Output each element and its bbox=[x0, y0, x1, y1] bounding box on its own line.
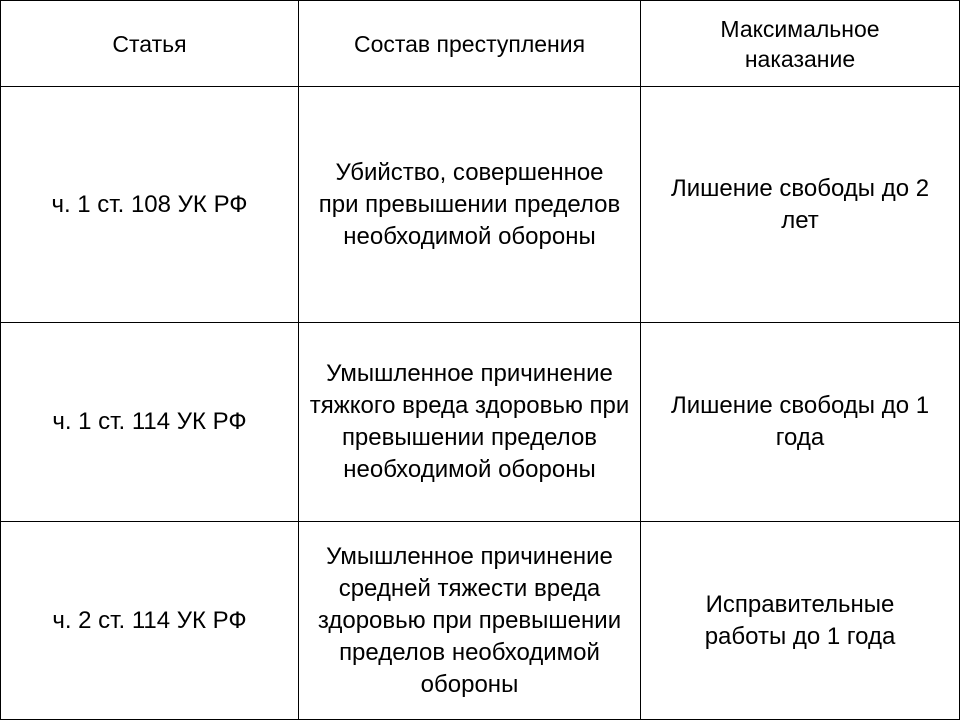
penalty-cell bbox=[641, 87, 960, 323]
header-max-penalty bbox=[641, 1, 960, 87]
offense-text: Умышленное причинение тяжкого вреда здоровью при превышении пределов необходимой обороны bbox=[309, 360, 630, 483]
header-max-penalty-label: Максимальное наказание bbox=[720, 15, 880, 72]
table-row bbox=[1, 522, 960, 720]
header-offense-label: Состав преступления bbox=[353, 30, 586, 57]
article-cell bbox=[1, 87, 299, 323]
offense-cell bbox=[299, 323, 641, 522]
penalty-text: Исправительные работы до 1 года bbox=[704, 590, 896, 650]
penalty-text: Лишение свободы до 1 года bbox=[670, 392, 930, 451]
article-cell bbox=[1, 323, 299, 522]
offense-cell bbox=[299, 522, 641, 720]
table-row bbox=[1, 87, 960, 323]
header-row bbox=[1, 1, 960, 87]
penalty-cell bbox=[641, 522, 960, 720]
article-text: ч. 2 ст. 114 УК РФ bbox=[52, 606, 247, 634]
article-text: ч. 1 ст. 108 УК РФ bbox=[51, 190, 248, 218]
header-offense bbox=[299, 1, 641, 87]
offense-text: Убийство, совершенное при превышении пределов необходимой обороны bbox=[318, 158, 621, 250]
penalty-cell bbox=[641, 323, 960, 522]
article-cell bbox=[1, 522, 299, 720]
article-text: ч. 1 ст. 114 УК РФ bbox=[52, 408, 247, 435]
offense-text: Умышленное причинение средней тяжести вреда здоровью при превышении пределов необходимой обороны bbox=[317, 542, 622, 698]
penalty-text: Лишение свободы до 2 лет bbox=[670, 174, 930, 234]
header-article-label: Статья bbox=[112, 30, 187, 57]
offense-cell bbox=[299, 87, 641, 323]
header-article bbox=[1, 1, 299, 87]
table-row bbox=[1, 323, 960, 522]
